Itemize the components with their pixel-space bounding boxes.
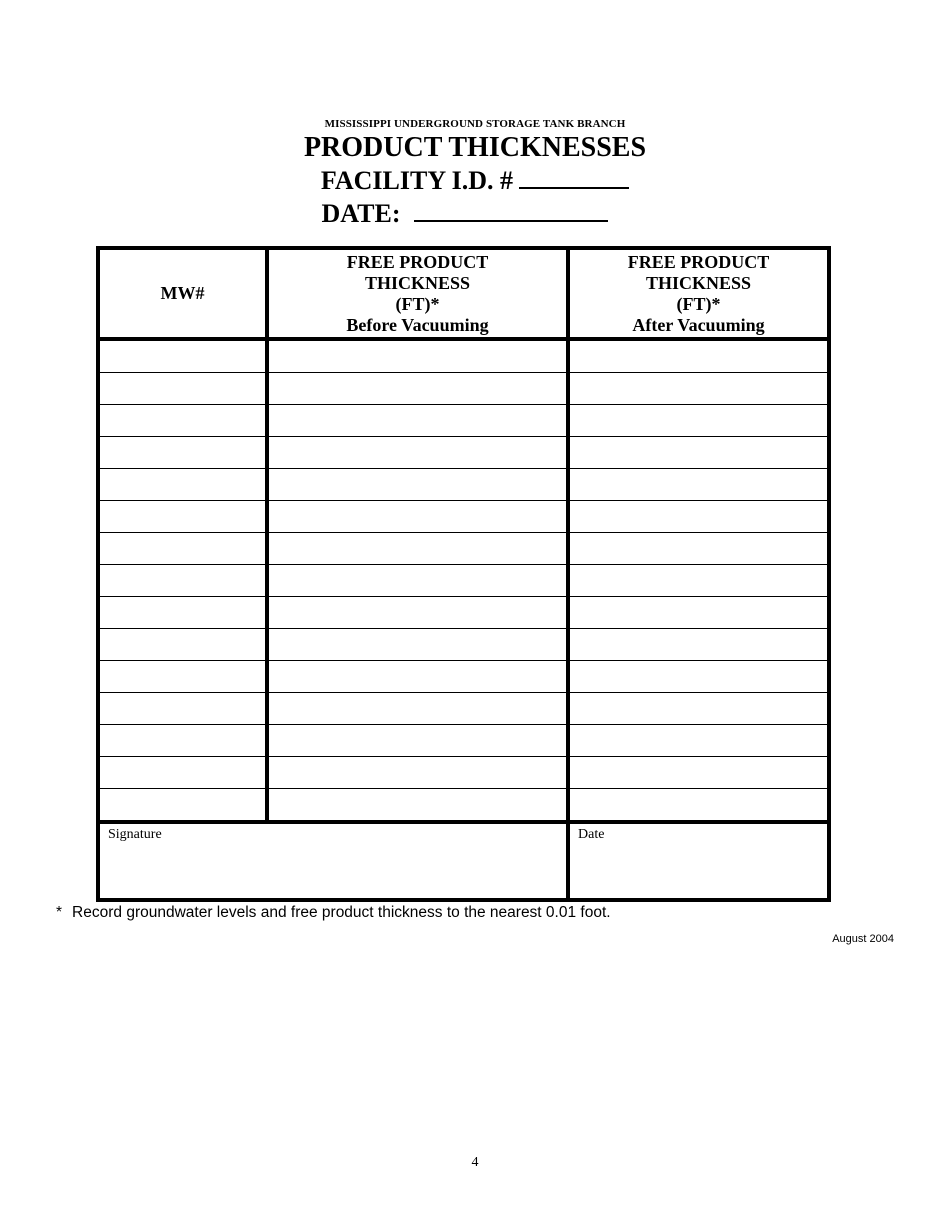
table-row [98, 757, 829, 789]
form-title: PRODUCT THICKNESSES [303, 132, 647, 163]
mw-cell[interactable] [98, 437, 267, 469]
mw-cell[interactable] [98, 789, 267, 823]
column-header-line: FREE PRODUCT [346, 251, 489, 272]
facility-id-label: FACILITY I.D. # [320, 166, 514, 195]
after-vacuuming-cell[interactable] [568, 693, 829, 725]
table-body [98, 339, 829, 822]
after-vacuuming-cell[interactable] [568, 533, 829, 565]
date-line [0, 197, 950, 230]
before-vacuuming-cell[interactable] [267, 437, 568, 469]
thickness-table [96, 246, 831, 902]
table-row [98, 533, 829, 565]
footnote-text: Record groundwater levels and free product thickness to the nearest 0.01 foot. [72, 904, 611, 921]
table-row [98, 339, 829, 373]
facility-id-line [0, 164, 950, 197]
footnote [56, 904, 611, 922]
mw-cell[interactable] [98, 693, 267, 725]
table-row [98, 373, 829, 405]
before-vacuuming-cell[interactable] [267, 693, 568, 725]
column-header-line: FREE PRODUCT [627, 251, 770, 272]
table-header-row [98, 248, 829, 339]
mw-cell[interactable] [98, 597, 267, 629]
mw-cell[interactable] [98, 469, 267, 501]
before-vacuuming-cell[interactable] [267, 789, 568, 823]
table-row [98, 405, 829, 437]
date-blank[interactable] [414, 198, 608, 222]
signature-date-cell[interactable] [568, 822, 829, 900]
column-header-line: MW# [160, 283, 205, 303]
table-row [98, 501, 829, 533]
after-vacuuming-cell[interactable] [568, 565, 829, 597]
form-header [0, 118, 950, 230]
table-row [98, 661, 829, 693]
table-row [98, 725, 829, 757]
before-vacuuming-cell[interactable] [267, 661, 568, 693]
mw-cell[interactable] [98, 533, 267, 565]
after-vacuuming-cell[interactable] [568, 405, 829, 437]
table-row [98, 565, 829, 597]
column-header-after-vacuuming [568, 248, 829, 339]
after-vacuuming-cell[interactable] [568, 661, 829, 693]
column-header-line: THICKNESS [645, 272, 752, 293]
after-vacuuming-cell[interactable] [568, 725, 829, 757]
table-row [98, 469, 829, 501]
after-vacuuming-cell[interactable] [568, 629, 829, 661]
mw-cell[interactable] [98, 373, 267, 405]
column-header-line: (FT)* [676, 293, 721, 314]
column-header-mw [98, 248, 267, 339]
table-row [98, 437, 829, 469]
before-vacuuming-cell[interactable] [267, 533, 568, 565]
column-header-line: (FT)* [395, 293, 440, 314]
mw-cell[interactable] [98, 405, 267, 437]
after-vacuuming-cell[interactable] [568, 437, 829, 469]
signature-label: Signature [108, 827, 162, 842]
mw-cell[interactable] [98, 661, 267, 693]
mw-cell[interactable] [98, 629, 267, 661]
revision-date: August 2004 [832, 933, 894, 945]
signature-cell[interactable] [98, 822, 568, 900]
after-vacuuming-cell[interactable] [568, 597, 829, 629]
signature-row [98, 822, 829, 900]
before-vacuuming-cell[interactable] [267, 469, 568, 501]
facility-id-blank[interactable] [519, 165, 629, 189]
mw-cell[interactable] [98, 725, 267, 757]
column-header-line: After Vacuuming [632, 314, 765, 335]
agency-name: MISSISSIPPI UNDERGROUND STORAGE TANK BRANCH [324, 118, 626, 130]
after-vacuuming-cell[interactable] [568, 339, 829, 373]
before-vacuuming-cell[interactable] [267, 597, 568, 629]
date-label: DATE: [321, 199, 401, 228]
table-row [98, 597, 829, 629]
after-vacuuming-cell[interactable] [568, 789, 829, 823]
table-row [98, 629, 829, 661]
before-vacuuming-cell[interactable] [267, 565, 568, 597]
table-row [98, 693, 829, 725]
before-vacuuming-cell[interactable] [267, 725, 568, 757]
signature-date-label: Date [578, 827, 605, 842]
before-vacuuming-cell[interactable] [267, 405, 568, 437]
before-vacuuming-cell[interactable] [267, 501, 568, 533]
before-vacuuming-cell[interactable] [267, 757, 568, 789]
footnote-marker: * [56, 904, 63, 921]
after-vacuuming-cell[interactable] [568, 373, 829, 405]
table-row [98, 789, 829, 823]
before-vacuuming-cell[interactable] [267, 629, 568, 661]
after-vacuuming-cell[interactable] [568, 501, 829, 533]
mw-cell[interactable] [98, 339, 267, 373]
column-header-line: Before Vacuuming [346, 314, 489, 335]
after-vacuuming-cell[interactable] [568, 757, 829, 789]
column-header-before-vacuuming [267, 248, 568, 339]
mw-cell[interactable] [98, 501, 267, 533]
mw-cell[interactable] [98, 565, 267, 597]
before-vacuuming-cell[interactable] [267, 339, 568, 373]
mw-cell[interactable] [98, 757, 267, 789]
page-number: 4 [471, 1155, 479, 1170]
column-header-line: THICKNESS [364, 272, 471, 293]
before-vacuuming-cell[interactable] [267, 373, 568, 405]
after-vacuuming-cell[interactable] [568, 469, 829, 501]
